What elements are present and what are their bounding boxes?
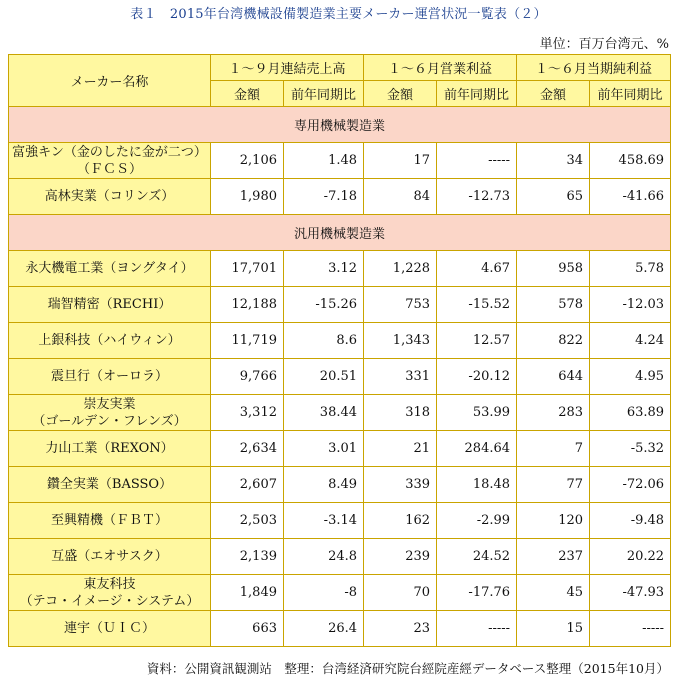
cell-sales-yoy: 38.44	[284, 395, 364, 431]
header-net-amount: 金額	[517, 81, 590, 107]
cell-op: 339	[364, 467, 437, 503]
cell-op: 239	[364, 539, 437, 575]
company-name: 至興精機（ＦＢＴ）	[50, 513, 168, 528]
cell-sales: 1,849	[211, 575, 284, 611]
cell-sales: 2,503	[211, 503, 284, 539]
cell-net: 65	[517, 179, 590, 215]
cell-op: 70	[364, 575, 437, 611]
cell-net-yoy: 458.69	[590, 143, 671, 179]
cell-net: 578	[517, 287, 590, 323]
header-sales: １～９月連結売上高	[211, 55, 364, 81]
company-name: 鑽全実業（BASSO）	[46, 477, 173, 492]
cell-sales: 12,188	[211, 287, 284, 323]
company-name-cell	[9, 251, 211, 287]
company-name-sub: （ＦＣＳ）	[76, 161, 142, 177]
company-name-cell	[9, 539, 211, 575]
cell-op-yoy: -20.12	[437, 359, 517, 395]
section-row	[9, 107, 671, 143]
table-body	[9, 107, 671, 647]
table-row	[9, 575, 671, 611]
cell-op-yoy: -----	[437, 143, 517, 179]
table-row	[9, 359, 671, 395]
header-operating-profit: １～６月営業利益	[364, 55, 517, 81]
cell-sales: 11,719	[211, 323, 284, 359]
header-sales-amount: 金額	[211, 81, 284, 107]
table-title: 表１ 2015年台湾機械設備製造業主要メーカー運営状況一覧表（２）	[130, 7, 547, 22]
cell-sales: 3,312	[211, 395, 284, 431]
table-row	[9, 179, 671, 215]
cell-op: 1,228	[364, 251, 437, 287]
cell-net: 45	[517, 575, 590, 611]
cell-sales: 9,766	[211, 359, 284, 395]
company-name-cell	[9, 359, 211, 395]
cell-op-yoy: 24.52	[437, 539, 517, 575]
cell-op-yoy: 53.99	[437, 395, 517, 431]
cell-op: 753	[364, 287, 437, 323]
table-row	[9, 467, 671, 503]
company-name: 富強キン（金のしたに金が二つ）	[12, 144, 207, 160]
company-name-cell	[9, 503, 211, 539]
company-name: 連宇（ＵＩＣ）	[63, 621, 155, 636]
cell-net: 77	[517, 467, 590, 503]
cell-net-yoy: -72.06	[590, 467, 671, 503]
cell-sales-yoy: -3.14	[284, 503, 364, 539]
table-row	[9, 395, 671, 431]
company-name-cell	[9, 431, 211, 467]
company-name-sub: （ゴールデン・フレンズ）	[32, 413, 187, 429]
cell-op-yoy: -17.76	[437, 575, 517, 611]
cell-sales: 2,607	[211, 467, 284, 503]
cell-net-yoy: -41.66	[590, 179, 671, 215]
table-row	[9, 287, 671, 323]
cell-op: 23	[364, 611, 437, 647]
company-name-cell	[9, 467, 211, 503]
cell-sales-yoy: 3.12	[284, 251, 364, 287]
cell-op-yoy: -2.99	[437, 503, 517, 539]
cell-sales-yoy: 24.8	[284, 539, 364, 575]
table-row	[9, 431, 671, 467]
cell-op-yoy: -----	[437, 611, 517, 647]
table-row	[9, 143, 671, 179]
cell-sales-yoy: 1.48	[284, 143, 364, 179]
cell-net-yoy: 4.95	[590, 359, 671, 395]
table-row	[9, 251, 671, 287]
cell-op: 84	[364, 179, 437, 215]
cell-sales: 1,980	[211, 179, 284, 215]
company-name-cell	[9, 575, 211, 611]
section-row	[9, 215, 671, 251]
cell-net: 15	[517, 611, 590, 647]
cell-sales-yoy: -15.26	[284, 287, 364, 323]
table-row	[9, 539, 671, 575]
company-name: 永大機電工業（ヨングタイ）	[25, 261, 194, 276]
cell-sales-yoy: 3.01	[284, 431, 364, 467]
cell-net: 958	[517, 251, 590, 287]
header-op-amount: 金額	[364, 81, 437, 107]
unit-note: 単位：百万台湾元、%	[539, 37, 669, 52]
cell-net: 120	[517, 503, 590, 539]
cell-op-yoy: 18.48	[437, 467, 517, 503]
cell-sales-yoy: 26.4	[284, 611, 364, 647]
cell-sales-yoy: 8.6	[284, 323, 364, 359]
cell-op-yoy: -15.52	[437, 287, 517, 323]
company-name: 震旦行（オーロラ）	[50, 369, 168, 384]
cell-net-yoy: -5.32	[590, 431, 671, 467]
company-name: 瑞智精密（RECHI）	[47, 297, 172, 312]
header-row-top	[9, 55, 671, 81]
cell-op-yoy: -12.73	[437, 179, 517, 215]
company-name: 崇友実業	[83, 396, 136, 412]
cell-sales: 2,139	[211, 539, 284, 575]
cell-op-yoy: 284.64	[437, 431, 517, 467]
cell-sales-yoy: 8.49	[284, 467, 364, 503]
header-op-yoy: 前年同期比	[437, 81, 517, 107]
cell-net-yoy: 63.89	[590, 395, 671, 431]
company-name: 互盛（エオサスク）	[51, 549, 168, 564]
cell-op: 21	[364, 431, 437, 467]
cell-sales: 663	[211, 611, 284, 647]
company-name: 高林実業（コリンズ）	[44, 189, 175, 204]
cell-sales-yoy: 20.51	[284, 359, 364, 395]
company-name: 力山工業（REXON）	[45, 441, 174, 456]
cell-net-yoy: 5.78	[590, 251, 671, 287]
source-note: 資料：公開資訊観測站 整理：台湾経済研究院台經院産經データベース整理（2015年10月）	[146, 661, 669, 676]
cell-op: 318	[364, 395, 437, 431]
cell-op: 162	[364, 503, 437, 539]
header-sales-yoy: 前年同期比	[284, 81, 364, 107]
cell-sales-yoy: -8	[284, 575, 364, 611]
cell-net-yoy: -----	[590, 611, 671, 647]
section-label: 専用機械製造業	[9, 107, 671, 143]
cell-sales: 2,106	[211, 143, 284, 179]
cell-sales: 2,634	[211, 431, 284, 467]
cell-op: 331	[364, 359, 437, 395]
table-row	[9, 503, 671, 539]
cell-net: 644	[517, 359, 590, 395]
company-name-sub: （テコ・イメージ・システム）	[19, 593, 200, 609]
cell-op: 1,343	[364, 323, 437, 359]
cell-sales: 17,701	[211, 251, 284, 287]
company-name: 上銀科技（ハイウィン）	[38, 333, 181, 348]
company-name-cell	[9, 287, 211, 323]
cell-net: 822	[517, 323, 590, 359]
cell-net: 237	[517, 539, 590, 575]
cell-op-yoy: 12.57	[437, 323, 517, 359]
cell-op-yoy: 4.67	[437, 251, 517, 287]
cell-net-yoy: 4.24	[590, 323, 671, 359]
company-name: 東友科技	[83, 576, 136, 592]
header-net-profit: １～６月当期純利益	[517, 55, 671, 81]
cell-sales-yoy: -7.18	[284, 179, 364, 215]
company-name-cell	[9, 611, 211, 647]
cell-net-yoy: -47.93	[590, 575, 671, 611]
section-label: 汎用機械製造業	[9, 215, 671, 251]
company-table	[8, 54, 671, 647]
company-name-cell	[9, 323, 211, 359]
cell-net: 34	[517, 143, 590, 179]
header-company-name: メーカー名称	[9, 55, 211, 107]
company-name-cell	[9, 179, 211, 215]
cell-net-yoy: -9.48	[590, 503, 671, 539]
header-net-yoy: 前年同期比	[590, 81, 671, 107]
company-name-cell	[9, 395, 211, 431]
cell-net-yoy: 20.22	[590, 539, 671, 575]
cell-op: 17	[364, 143, 437, 179]
table-row	[9, 323, 671, 359]
cell-net-yoy: -12.03	[590, 287, 671, 323]
cell-net: 7	[517, 431, 590, 467]
table-row	[9, 611, 671, 647]
cell-net: 283	[517, 395, 590, 431]
company-name-cell	[9, 143, 211, 179]
